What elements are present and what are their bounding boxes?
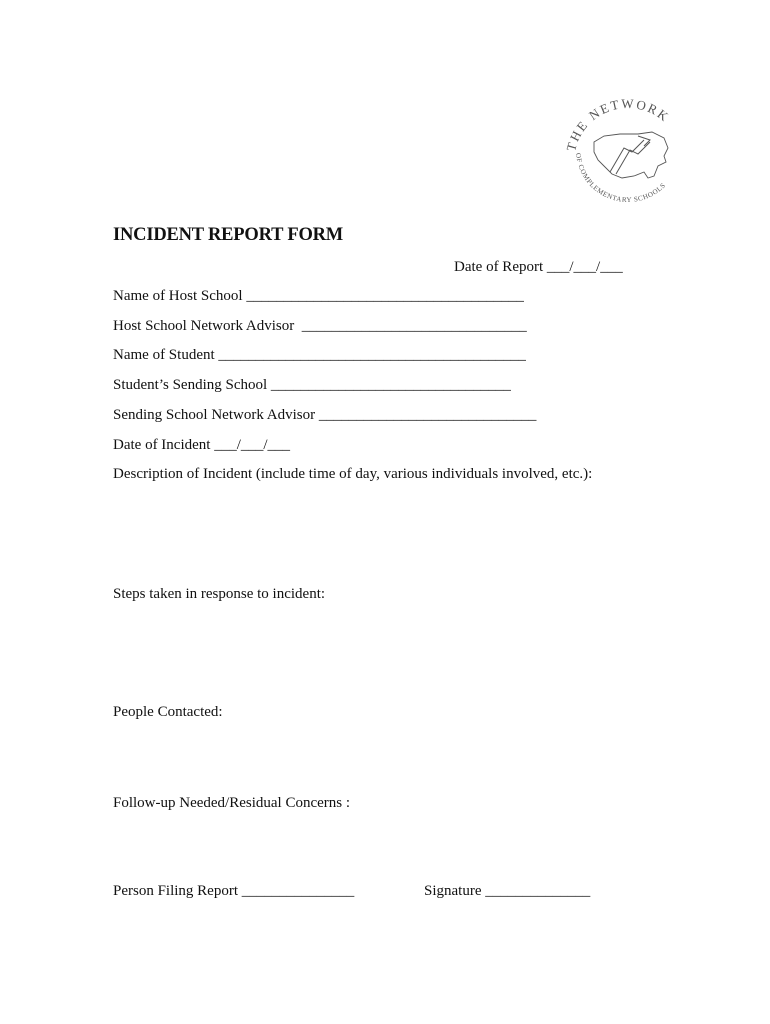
host-school-field[interactable]: Name of Host School _____________________________________ (113, 288, 524, 304)
steps-taken-label: Steps taken in response to incident: (113, 586, 326, 602)
signature-field[interactable]: Signature ______________ (424, 883, 591, 899)
date-of-report-field[interactable]: Date of Report ___/___/___ (454, 259, 623, 275)
description-label: Description of Incident (include time of day, various individuals involved, etc.): (113, 466, 593, 482)
logo-text-bottom: OF COMPLEMENTARY SCHOOLS (574, 152, 668, 205)
network-logo (560, 92, 696, 222)
person-filing-field[interactable]: Person Filing Report _______________ (113, 883, 355, 899)
sending-school-field[interactable]: Student’s Sending School ________________________________ (113, 377, 511, 393)
logo-text-top: THE NETWORK (563, 95, 673, 153)
date-of-incident-field[interactable]: Date of Incident ___/___/___ (113, 437, 291, 453)
form-title: INCIDENT REPORT FORM (113, 225, 344, 245)
sending-advisor-field[interactable]: Sending School Network Advisor _____________________________ (113, 407, 537, 423)
student-name-field[interactable]: Name of Student _________________________________________ (113, 347, 526, 363)
svg-text:THE NETWORK (563, 96, 673, 153)
people-contacted-label: People Contacted: (113, 704, 223, 720)
svg-text:OF COMPLEMENTARY SCHOOLS (574, 153, 667, 205)
follow-up-label: Follow-up Needed/Residual Concerns : (113, 795, 351, 811)
host-advisor-field[interactable]: Host School Network Advisor ______________________________ (113, 318, 527, 334)
